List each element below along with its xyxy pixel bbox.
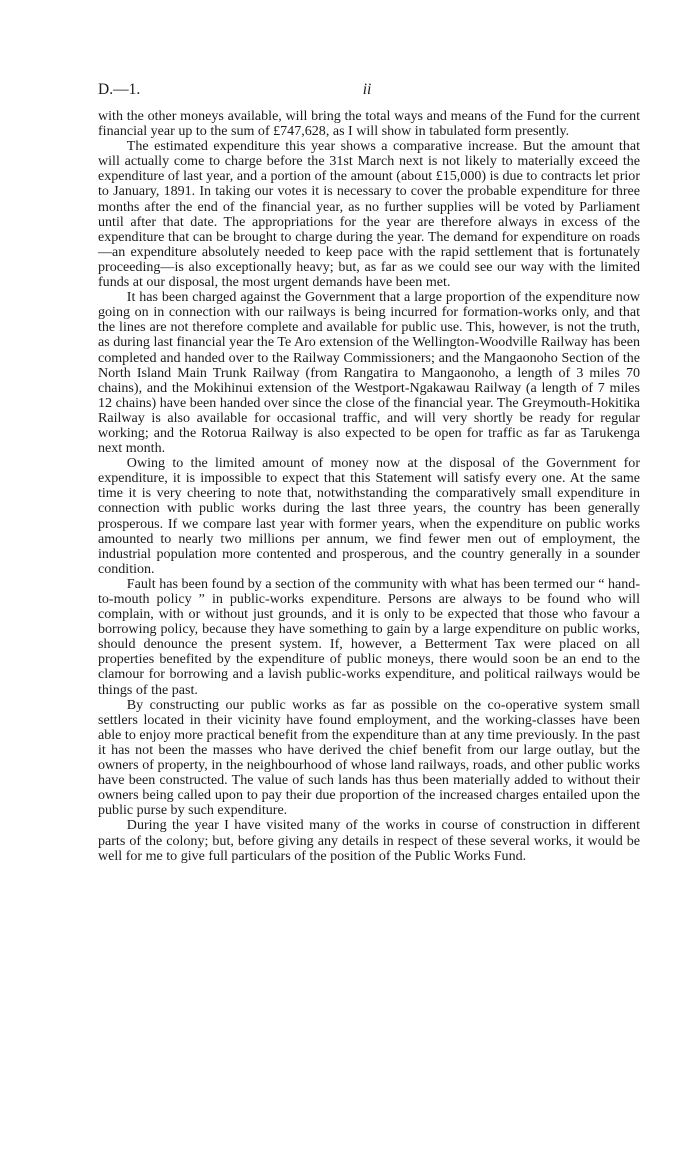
- paragraph-works-visited: During the year I have visited many of the works in course of construction in different parts of the colony; but, before giving any details in respect of these several works, it would be well for me to give full particulars of the position of the Public Works Fund.: [98, 817, 640, 864]
- paragraph-policy-criticism: Fault has been found by a section of the community with what has been termed our “ hand-to-mouth policy ” in public-works expenditure. Persons are always to be found who will complain, with or without just grounds, and it is only to be expected that those who favour a borrowing policy, because they have something to gain by a large expenditure on public works, should denounce the present system. If, however, a Betterment Tax were placed on all properties benefited by the expenditure of public moneys, there would soon be an end to the clamour for borrowing and a lavish public-works expenditure, and political railways would be things of the past.: [98, 575, 640, 698]
- paragraph-co-operative-system: By constructing our public works as far as possible on the co-operative system small settlers located in their vicinity have found employment, and the working-classes have been able to enjoy more practical benefit from the expenditure than at any time previously. In the past it has not been the masses who have derived the chief benefit from our large outlay, but the owners of property, in the neighbourhood of whose land railways, roads, and other public works have been constructed. The value of such lands has thus been materially added to without their owners being called upon to pay their due proportion of the increased charges entailed upon the public purse by such expenditure.: [98, 696, 640, 819]
- paragraph-limited-funds: Owing to the limited amount of money now at the disposal of the Government for expenditure, it is impossible to expect that this Statement will satisfy every one. At the same time it is very cheering to note that, notwithstanding the comparatively small expenditure in connection with public works during the last three years, the country has been generally prosperous. If we compare last year with former years, when the expenditure on public works amounted to nearly two millions per annum, we find fewer men out of employment, the industrial population more contented and prosperous, and the country generally in a sounder condition.: [98, 455, 640, 577]
- page-number: ii: [362, 81, 372, 98]
- page-header: [98, 81, 636, 101]
- paragraph-continued: with the other moneys available, will bring the total ways and means of the Fund for the current financial year up to the sum of £747,628, as I will show in tabulated form presently.: [98, 108, 640, 140]
- document-reference: D.—1.: [98, 81, 141, 98]
- body-text: [98, 109, 640, 864]
- paragraph-railways: It has been charged against the Government that a large proportion of the expenditure now going on in connection with our railways is being incurred for formation-works only, and that the lines are not therefore complete and available for public use. This, however, is not the truth, as during last financial year the Te Aro extension of the Wellington-Woodville Railway has been completed and handed over to the Railway Commissioners; and the Mangaonoho Section of the North Island Main Trunk Railway (from Rangatira to Mangaonoho, a length of 3 miles 70 chains), and the Mokihinui extension of the Westport-Ngakawau Railway (a length of 7 miles 12 chains) have been handed over since the close of the financial year. The Greymouth-Hokitika Railway is also available for occasional traffic, and will very shortly be ready for regular working; and the Rotorua Railway is also expected to be open for traffic as far as Tarukenga next month.: [98, 289, 640, 457]
- paragraph-expenditure: The estimated expenditure this year shows a comparative increase. But the amount that will actually come to charge before the 31st March next is not likely to materially exceed the expenditure of last year, and a portion of the amount (about £15,000) is due to contracts let prior to January, 1891. In taking our votes it is necessary to cover the probable expenditure for three months after the end of the financial year, as no further supplies will be voted by Parliament until after that date. The appropriations for the year are therefore always in excess of the expenditure that can be brought to charge during the year. The demand for expenditure on roads—an expenditure absolutely needed to keep pace with the rapid settlement that is fortunately proceeding—is also exceptionally heavy; but, as far as we could see our way with the limited funds at our disposal, the most urgent demands have been met.: [98, 138, 640, 291]
